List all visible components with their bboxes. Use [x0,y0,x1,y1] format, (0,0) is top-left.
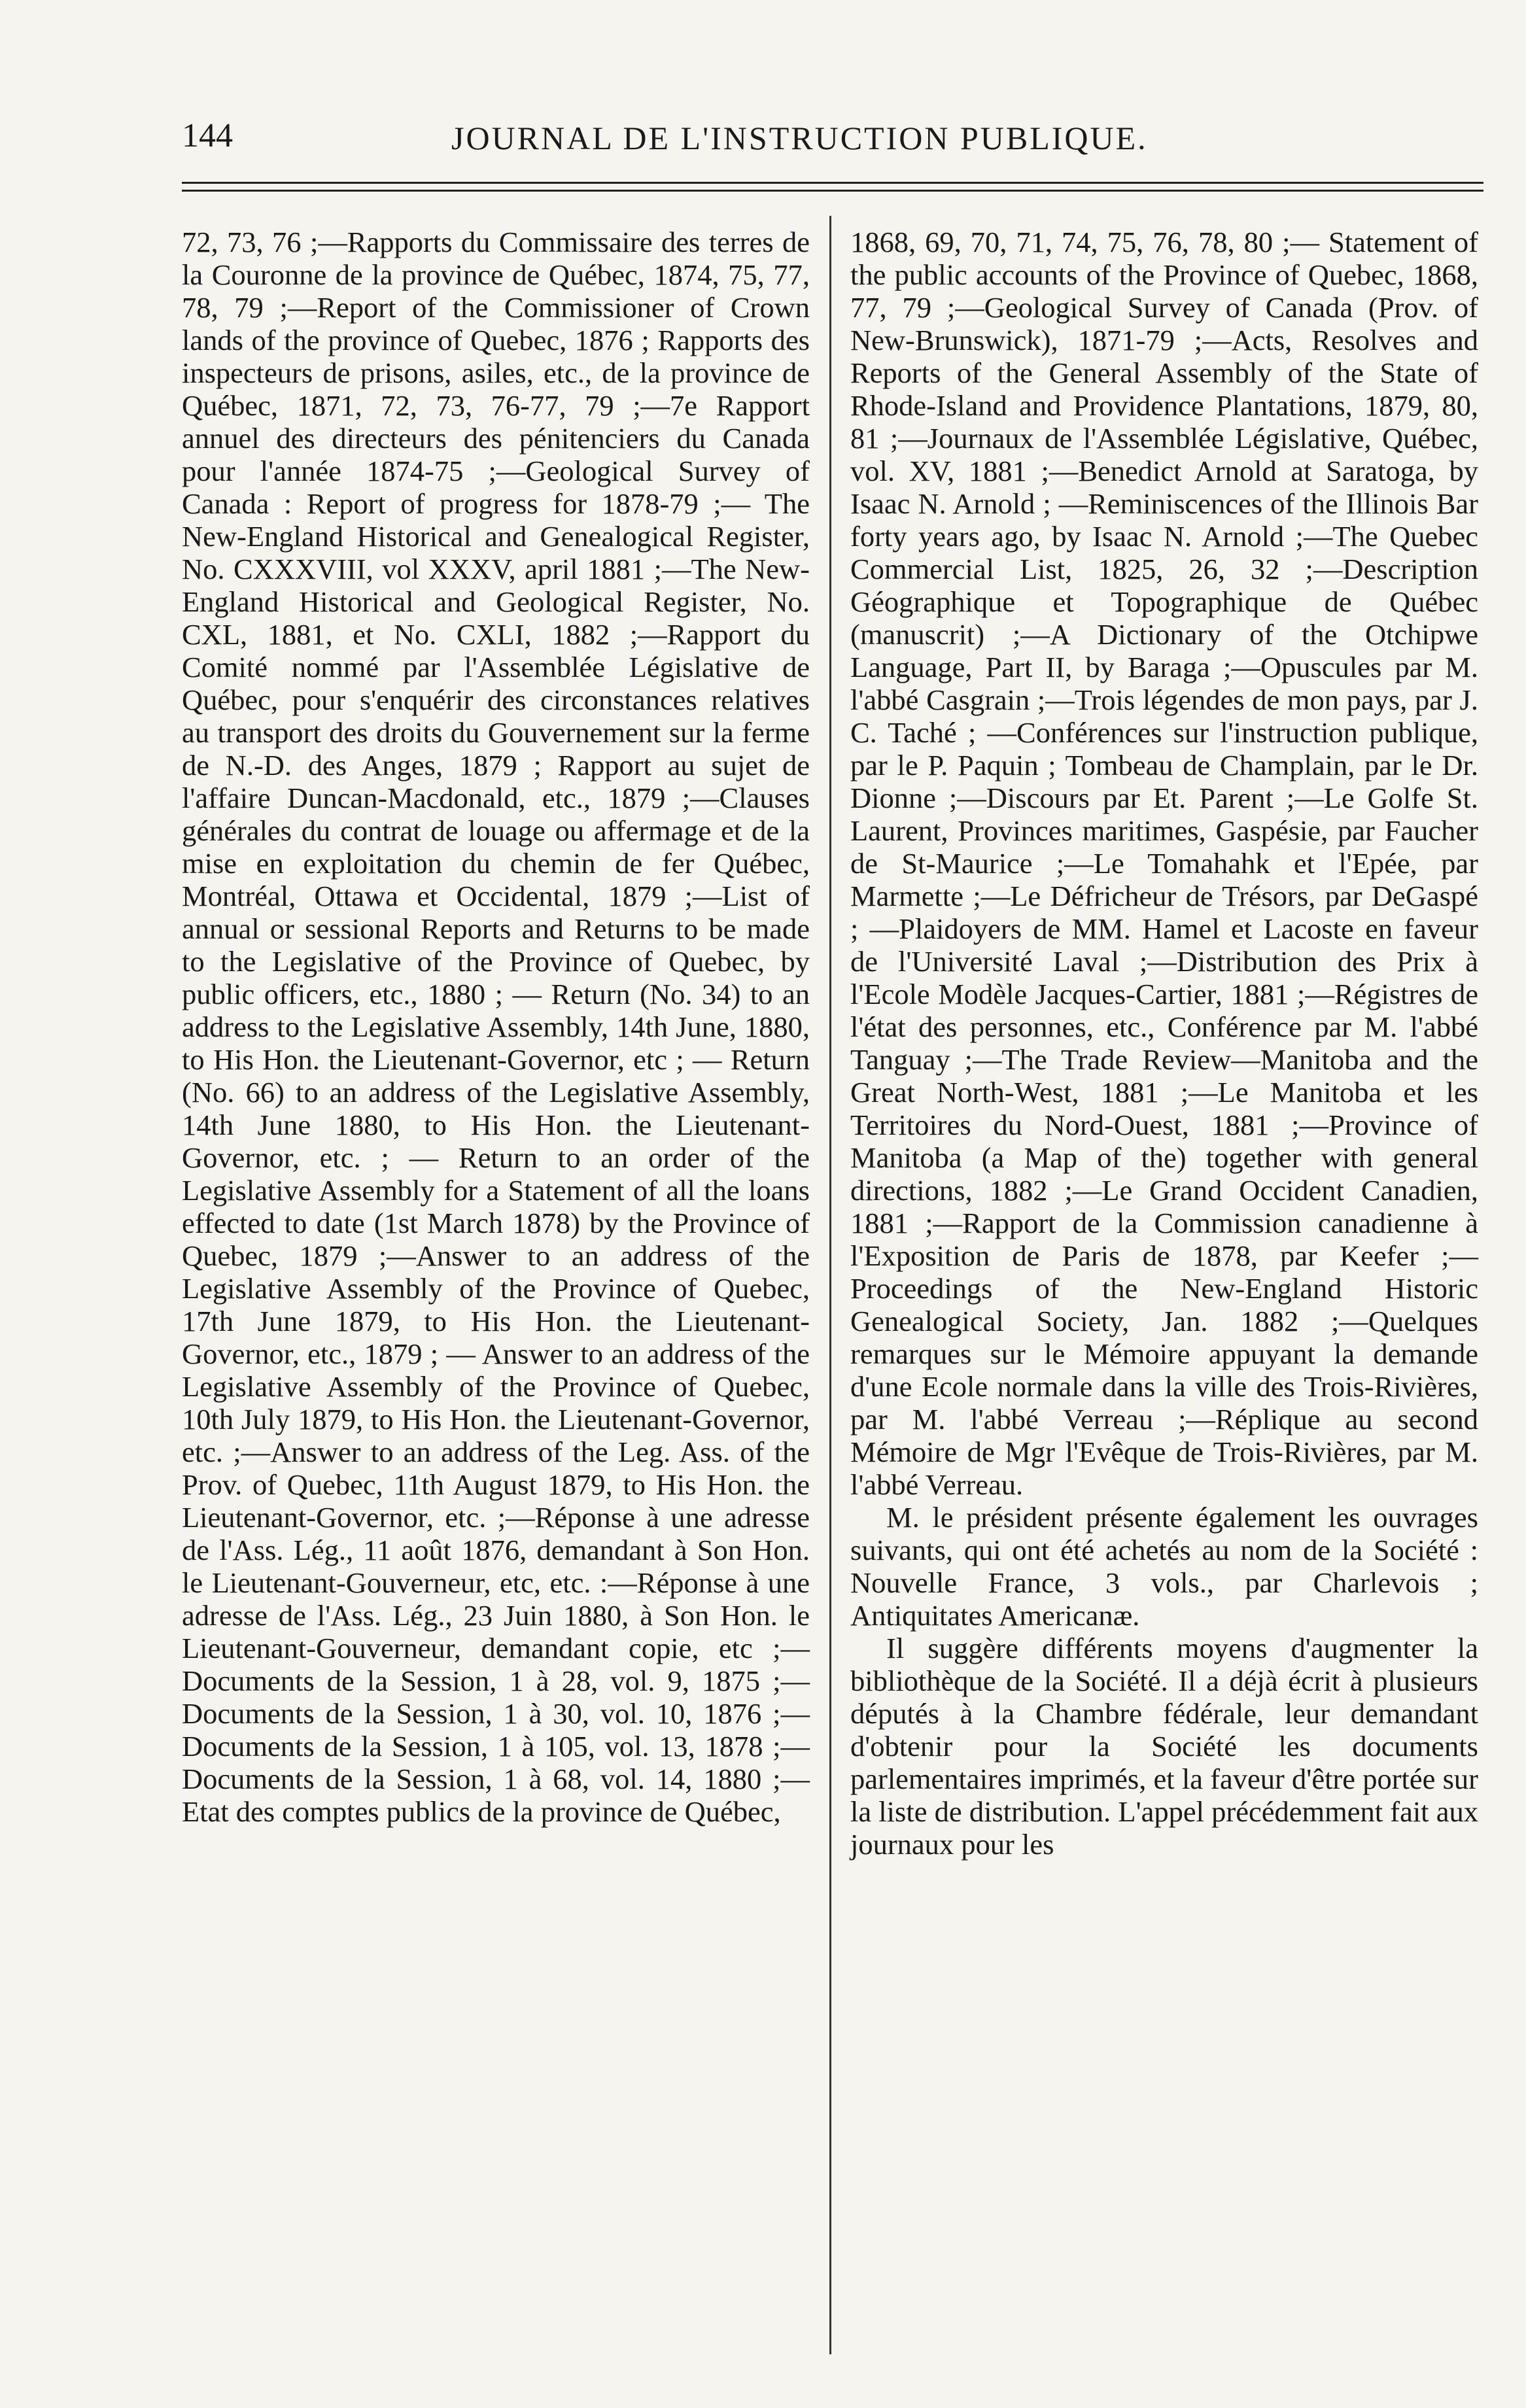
column-divider [829,216,831,2354]
right-column-paragraph-2: Il suggère différents moyens d'augmenter la bibliothèque de la Société. Il a déjà écrit à plusieurs députés à la Chambre fédérale, leur demandant d'obtenir pour la Société les documents parlementaires imprimés, et la faveur d'être portée sur la liste de distribution. L'appel précédemment fait aux journaux pour les [850,1632,1478,1861]
running-title: JOURNAL DE L'INSTRUCTION PUBLIQUE. [451,120,1148,156]
header-rule-bottom [182,190,1483,192]
right-column-continuation: 1868, 69, 70, 71, 74, 75, 76, 78, 80 ;— Statement of the public accounts of the Province of Quebec, 1868, 77, 79 ;—Geological Survey of Canada (Prov. of New-Brunswick), 1871-79 ;—Acts, Resolves and Reports of the General Assembly of the State of Rhode-Island and Providence Plantations, 1879, 80, 81 ;—Journaux de l'Assemblée Législative, Québec, vol. XV, 1881 ;—Benedict Arnold at Saratoga, by Isaac N. Arnold ; —Reminiscences of the Illinois Bar forty years ago, by Isaac N. Arnold ;—The Quebec Commercial List, 1825, 26, 32 ;—Description Géographique et Topographique de Québec (manuscrit) ;—A Dictionary of the Otchipwe Language, Part II, by Baraga ;—Opuscules par M. l'abbé Casgrain ;—Trois légendes de mon pays, par J. C. Taché ; —Conférences sur l'instruction publique, par le P. Paquin ; Tombeau de Champlain, par le Dr. Dionne ;—Discours par Et. Parent ;—Le Golfe St. Laurent, Provinces maritimes, Gaspésie, par Faucher de St-Maurice ;—Le Tomahahk et l'Epée, par Marmette ;—Le Défricheur de Trésors, par DeGaspé ; —Plaidoyers de MM. Hamel et Lacoste en faveur de l'Université Laval ;—Distribution des Prix à l'Ecole Modèle Jacques-Cartier, 1881 ;—Régistres de l'état des personnes, etc., Conférence par M. l'abbé Tanguay ;—The Trade Review—Manitoba and the Great North-West, 1881 ;—Le Manitoba et les Territoires du Nord-Ouest, 1881 ;—Province of Manitoba (a Map of the) together with general directions, 1882 ;—Le Grand Occident Canadien, 1881 ;—Rapport de la Commission canadienne à l'Exposition de Paris de 1878, par Keefer ;—Proceedings of the New-England Historic Genealogical Society, Jan. 1882 ;—Quelques remarques sur le Mémoire appuyant la demande d'une Ecole normale dans la ville des Trois-Rivières, par M. l'abbé Verreau ;—Réplique au second Mémoire de Mgr l'Evêque de Trois-Rivières, par M. l'abbé Verreau. [850,226,1478,1501]
left-column-text: 72, 73, 76 ;—Rapports du Commissaire des terres de la Couronne de la province de Québec, 1874, 75, 77, 78, 79 ;—Report of the Commissioner of Crown lands of the province of Quebec, 1876 ; Rapports des inspecteurs de prisons, asiles, etc., de la province de Québec, 1871, 72, 73, 76-77, 79 ;—7e Rapport annuel des directeurs des pénitenciers du Canada pour l'année 1874-75 ;—Geological Survey of Canada : Report of progress for 1878-79 ;— The New-England Historical and Genealogical Register, No. CXXXVIII, vol XXXV, april 1881 ;—The New-England Historical and Geological Register, No. CXL, 1881, et No. CXLI, 1882 ;—Rapport du Comité nommé par l'Assemblée Législative de Québec, pour s'enquérir des circonstances relatives au transport des droits du Gouvernement sur la ferme de N.-D. des Anges, 1879 ; Rapport au sujet de l'affaire Duncan-Macdonald, etc., 1879 ;—Clauses générales du contrat de louage ou affermage et de la mise en exploitation du chemin de fer Québec, Montréal, Ottawa et Occidental, 1879 ;—List of annual or sessional Reports and Returns to be made to the Legislative of the Province of Quebec, by public officers, etc., 1880 ; — Return (No. 34) to an address to the Legislative Assembly, 14th June, 1880, to His Hon. the Lieutenant-Governor, etc ; — Return (No. 66) to an address of the Legislative Assembly, 14th June 1880, to His Hon. the Lieutenant-Governor, etc. ; — Return to an order of the Legislative Assembly for a Statement of all the loans effected to date (1st March 1878) by the Province of Quebec, 1879 ;—Answer to an address of the Legislative Assembly of the Province of Quebec, 17th June 1879, to His Hon. the Lieutenant-Governor, etc., 1879 ; — Answer to an address of the Legislative Assembly of the Province of Quebec, 10th July 1879, to His Hon. the Lieutenant-Governor, etc. ;—Answer to an address of the Leg. Ass. of the Prov. of Quebec, 11th August 1879, to His Hon. the Lieutenant-Governor, etc. ;—Réponse à une adresse de l'Ass. Lég., 11 août 1876, demandant à Son Hon. le Lieutenant-Gouverneur, etc, etc. :—Réponse à une adresse de l'Ass. Lég., 23 Juin 1880, à Son Hon. le Lieutenant-Gouverneur, demandant copie, etc ;—Documents de la Session, 1 à 28, vol. 9, 1875 ;—Documents de la Session, 1 à 30, vol. 10, 1876 ;—Documents de la Session, 1 à 105, vol. 13, 1878 ;—Documents de la Session, 1 à 68, vol. 14, 1880 ;—Etat des comptes publics de la province de Québec, [182,226,810,1828]
left-column [182,226,810,1828]
right-column [850,226,1478,1861]
right-column-paragraph-1: M. le président présente également les ouvrages suivants, qui ont été achetés au nom de la Société : Nouvelle France, 3 vols., par Charlevois ; Antiquitates Americanæ. [850,1501,1478,1632]
header-rule-top [182,182,1483,184]
page-number: 144 [182,117,233,154]
